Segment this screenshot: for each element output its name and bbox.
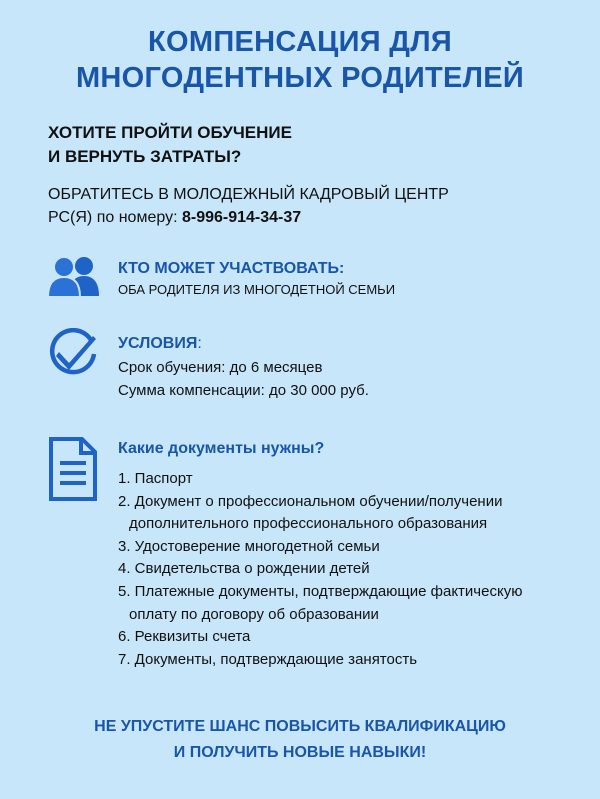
footer-callout [0,714,600,766]
list-item-text: 3. Удостоверение многодетной семьи [118,537,380,555]
phone-number: 8-996-914-34-37 [181,209,302,226]
list-item [118,491,522,536]
list-item [118,626,522,649]
conditions-colon: : [197,335,202,352]
list-item [118,649,522,672]
list-item-text: 4. Свидетельства о рождении детей [118,560,370,578]
page-title [0,24,600,96]
documents-list [118,468,522,671]
question-line-2: И ВЕРНУТЬ ЗАТРАТЫ? [48,147,242,166]
list-item-text: 1. Паспорт [118,470,193,487]
list-item-text: 5. Платежные документы, подтверждающие фактическую [118,582,523,600]
question-heading [48,121,292,169]
people-icon [47,254,101,298]
contact-line-2 [48,206,449,229]
list-item-text-continued: оплату по договору об образовании [129,605,379,623]
conditions-section [118,333,369,402]
footer-line-2: И ПОЛУЧИТЬ НОВЫЕ НАВЫКИ! [173,744,427,761]
documents-heading: Какие документы нужны? [118,440,325,457]
list-item-text: 7. Документы, подтверждающие занятость [118,650,418,668]
conditions-line-1: Срок обучения: до 6 месяцев [118,359,323,376]
footer-line-1: НЕ УПУСТИТЕ ШАНС ПОВЫСИТЬ КВАЛИФИКАЦИЮ [94,718,506,735]
participants-text: ОБА РОДИТЕЛЯ ИЗ МНОГОДЕТНОЙ СЕМЬИ [118,282,396,297]
participants-section [118,258,395,299]
contact-prefix: РС(Я) по номеру: [48,209,178,226]
title-line-1: КОМПЕНСАЦИЯ ДЛЯ [148,26,452,58]
contact-info [48,183,449,229]
conditions-heading-wrap [118,333,369,355]
list-item [118,581,522,626]
contact-line-1: ОБРАТИТЕСЬ В МОЛОДЕЖНЫЙ КАДРОВЫЙ ЦЕНТР [48,186,449,203]
checkmark-circle-icon [47,328,99,378]
list-item [118,536,522,559]
list-item-text-continued: дополнительного профессионального образования [129,515,488,533]
list-item [118,468,522,491]
title-line-2: МНОГОДЕНТНЫХ РОДИТЕЛЕЙ [75,62,525,94]
conditions-heading: УСЛОВИЯ [118,335,198,352]
list-item [118,558,522,581]
conditions-line-2: Сумма компенсации: до 30 000 руб. [118,382,369,399]
list-item-text: 6. Реквизиты счета [118,628,251,646]
document-icon [49,437,97,501]
question-line-1: ХОТИТЕ ПРОЙТИ ОБУЧЕНИЕ [48,123,292,142]
documents-section [118,438,324,460]
list-item-text: 2. Документ о профессиональном обучении/получении [118,492,503,510]
participants-heading: КТО МОЖЕТ УЧАСТВОВАТЬ: [118,260,345,277]
